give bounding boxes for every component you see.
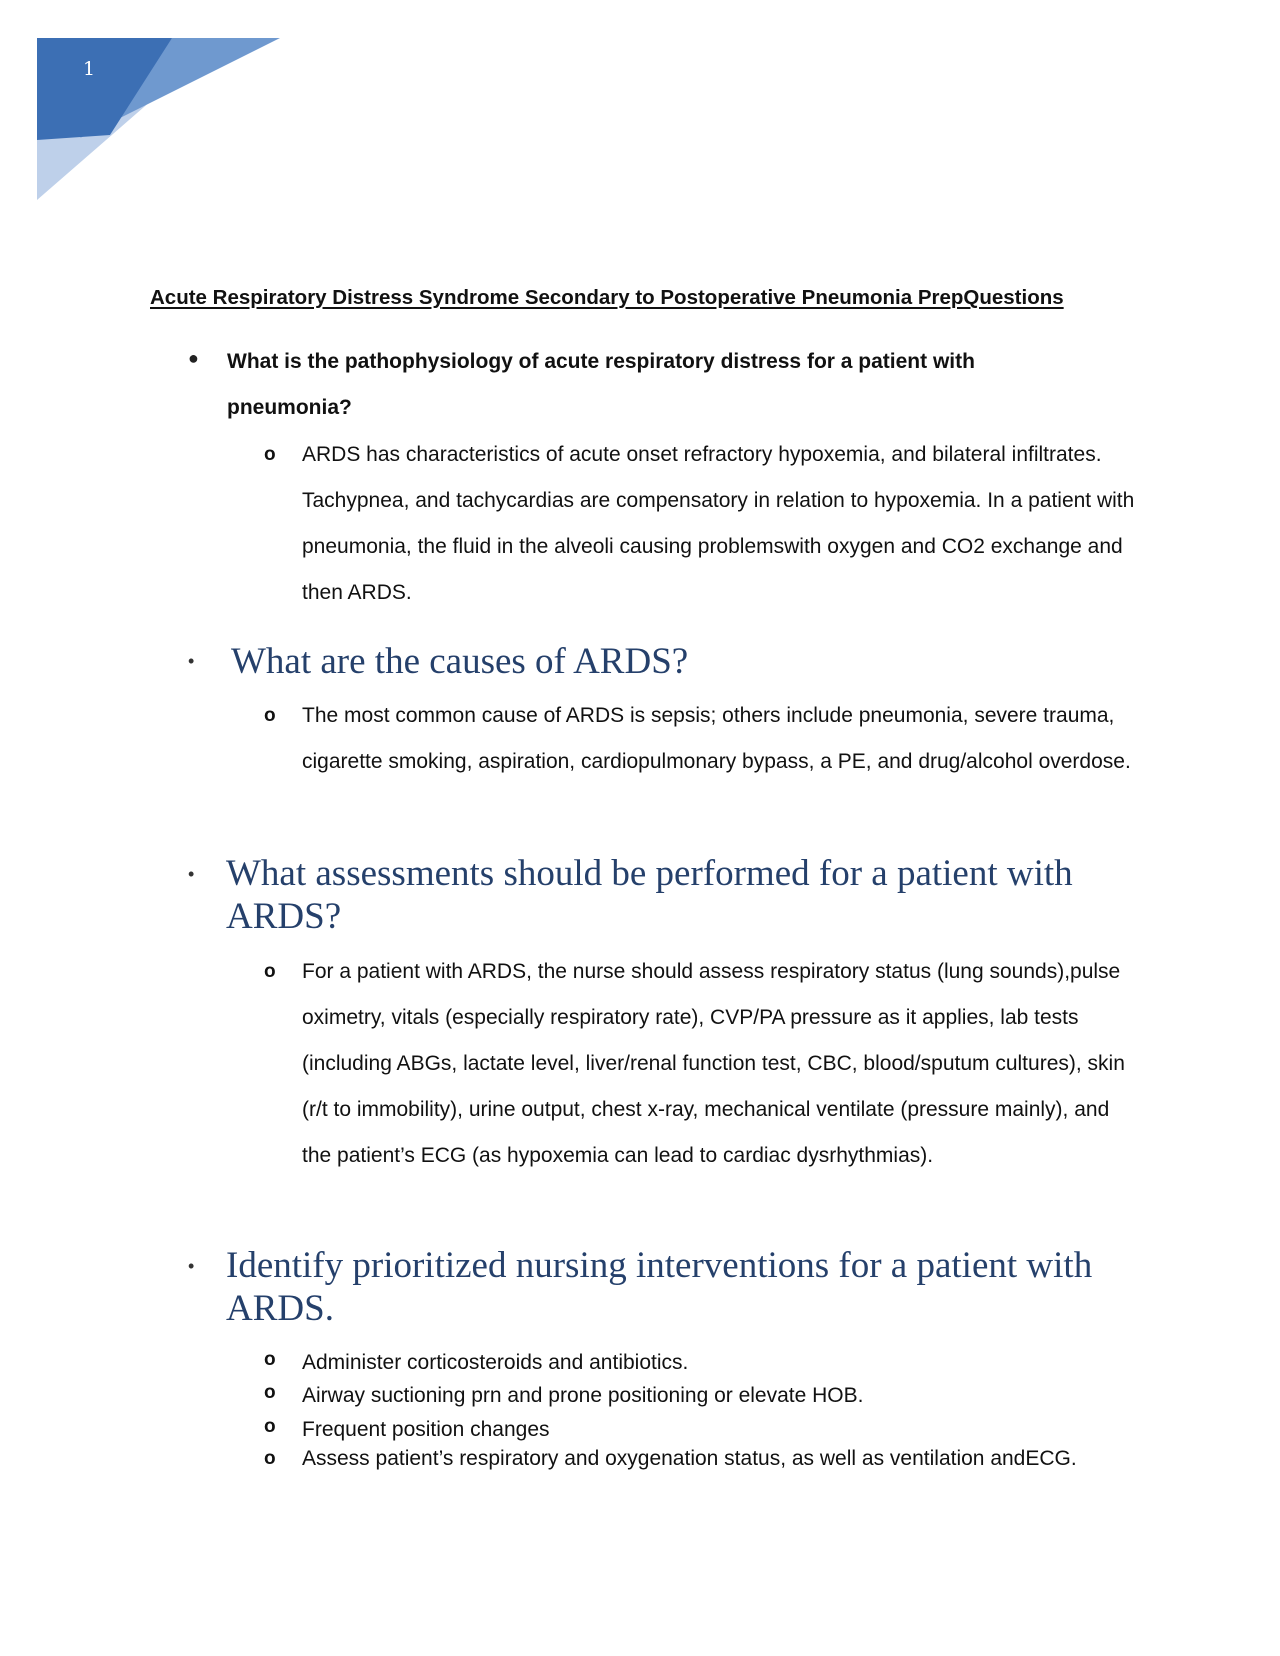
bullet-icon: •	[188, 864, 195, 884]
bullet-icon: •	[188, 1256, 195, 1276]
hollow-bullet-icon: o	[264, 1416, 276, 1437]
question-heading: What assessments should be performed for a patient with ARDS?	[226, 853, 1073, 937]
answer-text: Assess patient’s respiratory and oxygenation status, as well as ventilation andECG.	[302, 1447, 1077, 1470]
hollow-bullet-icon: o	[264, 1448, 276, 1469]
question-heading: What are the causes of ARDS?	[231, 641, 689, 682]
page-corner-decoration	[0, 0, 300, 220]
hollow-bullet-icon: o	[264, 1382, 276, 1403]
answer-text: The most common cause of ARDS is sepsis; others include pneumonia, severe trauma, cigarette smoking, aspiration, cardiopulmonary bypass, a PE, and drug/alcohol overdose.	[302, 704, 1131, 773]
answer-text: Administer corticosteroids and antibiotics.	[302, 1351, 689, 1374]
bullet-icon: •	[188, 651, 195, 671]
hollow-bullet-icon: o	[264, 1349, 276, 1370]
answer-text: Airway suctioning prn and prone positioning or elevate HOB.	[302, 1384, 864, 1407]
bullet-icon: ●	[188, 348, 199, 368]
hollow-bullet-icon: o	[264, 961, 276, 982]
question-text: What is the pathophysiology of acute respiratory distress for a patient with pneumonia?	[227, 350, 975, 419]
page-number: 1	[83, 58, 96, 80]
question-heading: Identify prioritized nursing interventions for a patient with ARDS.	[226, 1245, 1093, 1329]
hollow-bullet-icon: o	[264, 705, 276, 726]
document-title: Acute Respiratory Distress Syndrome Secondary to Postoperative Pneumonia PrepQuestions	[150, 286, 1064, 309]
hollow-bullet-icon: o	[264, 444, 276, 465]
answer-text: For a patient with ARDS, the nurse should assess respiratory status (lung sounds),pulse oximetry, vitals (especially respiratory rate), CVP/PA pressure as it applies, lab tests (including ABGs, lactate level, liver/renal function test, CBC, blood/sputum cultures), skin (r/t to immobility), urine output, chest x-ray, mechanical ventilate (pressure mainly), and the patient’s ECG (as hypoxemia can lead to cardiac dysrhythmias).	[302, 960, 1125, 1167]
answer-text: Frequent position changes	[302, 1418, 550, 1441]
answer-text: ARDS has characteristics of acute onset refractory hypoxemia, and bilateral infiltrates. Tachypnea, and tachycardias are compensatory in relation to hypoxemia. In a patient with pneumonia, the fluid in the alveoli causing problemswith oxygen and CO2 exchange and then ARDS.	[302, 443, 1135, 604]
